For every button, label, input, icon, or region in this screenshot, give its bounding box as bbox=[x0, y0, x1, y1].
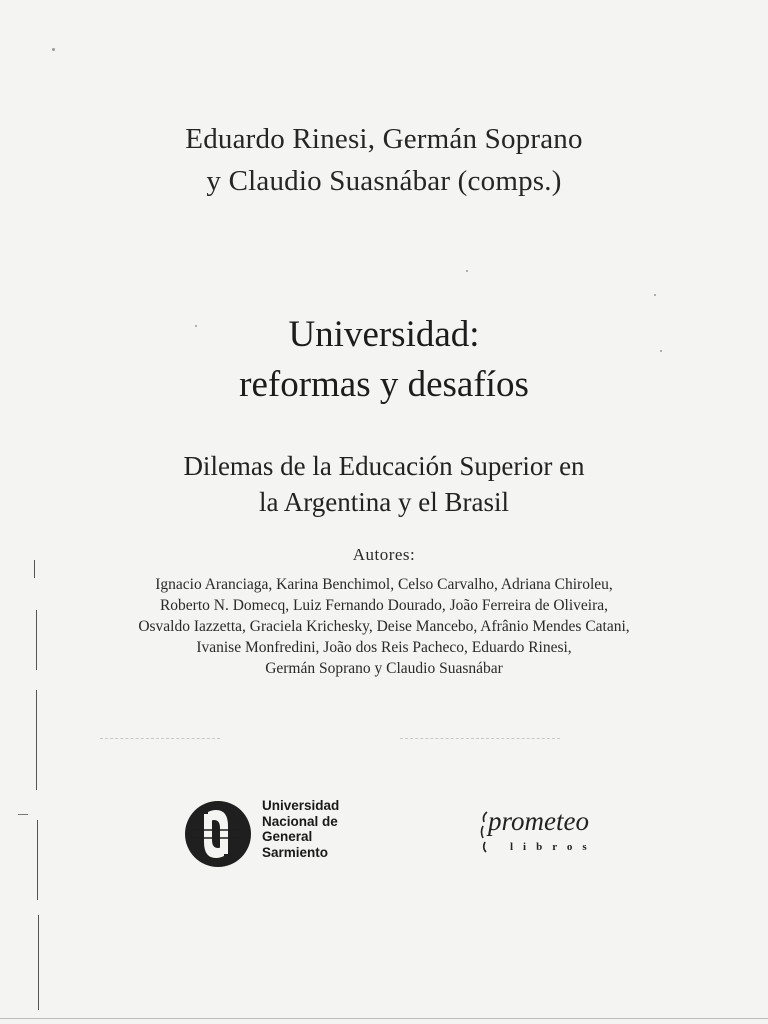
university-publisher-name bbox=[262, 798, 339, 860]
scan-speck bbox=[654, 294, 656, 296]
authors-line: Roberto N. Domecq, Luiz Fernando Dourado, João Ferreira de Oliveira, bbox=[159, 597, 609, 614]
authors-line: Ignacio Aranciaga, Karina Benchimol, Celso Carvalho, Adriana Chiroleu, bbox=[155, 576, 613, 593]
editors-line-2: y Claudio Suasnábar (comps.) bbox=[206, 165, 562, 197]
book-subtitle bbox=[0, 448, 768, 520]
scan-margin-tick bbox=[18, 814, 28, 815]
title-line-1: Universidad: bbox=[288, 314, 480, 355]
scan-bottom-line bbox=[0, 1018, 768, 1019]
subtitle-line-2: la Argentina y el Brasil bbox=[259, 487, 509, 517]
university-name-line: General bbox=[262, 829, 313, 844]
subtitle-line-1: Dilemas de la Educación Superior en bbox=[183, 451, 585, 481]
university-name-line: Universidad bbox=[262, 798, 340, 813]
university-name-line: Nacional de bbox=[262, 813, 338, 829]
scan-speck bbox=[466, 270, 468, 272]
university-name-line: Sarmiento bbox=[262, 844, 329, 860]
authors-line: Ivanise Monfredini, João dos Reis Pacheco, Eduardo Rinesi, bbox=[196, 639, 572, 656]
scan-margin-line bbox=[37, 820, 38, 900]
scan-margin-line bbox=[38, 915, 39, 1010]
prometeo-publisher-name: prometeo bbox=[488, 806, 589, 836]
authors-list bbox=[0, 574, 768, 679]
title-line-2: reformas y desafíos bbox=[239, 364, 529, 405]
authors-label: Autores: bbox=[352, 545, 416, 564]
book-title bbox=[0, 310, 768, 410]
prometeo-publisher-sub: libros bbox=[510, 841, 597, 853]
editors bbox=[0, 118, 768, 202]
scan-margin-line bbox=[36, 690, 37, 790]
editors-line-1: Eduardo Rinesi, Germán Soprano bbox=[185, 123, 583, 155]
authors-line: Germán Soprano y Claudio Suasnábar bbox=[265, 660, 503, 677]
scan-speck bbox=[52, 48, 55, 51]
authors-line: Osvaldo Iazzetta, Graciela Krichesky, Deise Mancebo, Afrânio Mendes Catani, bbox=[138, 618, 630, 635]
scan-dash-row bbox=[400, 738, 560, 740]
ungs-logo-icon bbox=[184, 800, 252, 868]
scan-dash-row bbox=[100, 738, 220, 740]
